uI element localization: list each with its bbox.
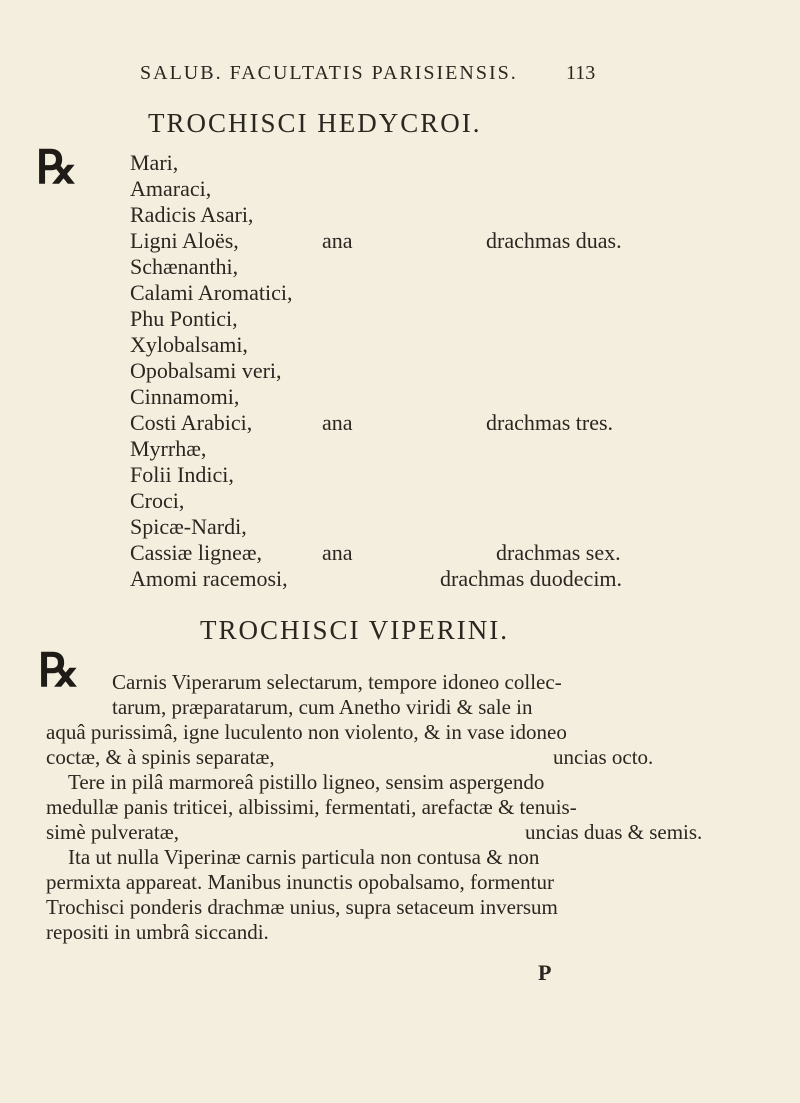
text-line: simè pulveratæ, — [46, 820, 179, 844]
section-title-viperini: TROCHISCI VIPERINI. — [200, 615, 510, 645]
ingredient: Phu Pontici, — [130, 306, 238, 331]
text-line: repositi in umbrâ siccandi. — [46, 920, 269, 944]
text-line: Tere in pilâ marmoreâ pistillo ligneo, sensim aspergendo — [68, 770, 545, 794]
dose: drachmas duas. — [486, 228, 622, 253]
text-line: Carnis Viperarum selectarum, tempore idoneo collec- — [112, 670, 562, 694]
running-title: SALUB. FACULTATIS PARISIENSIS. — [140, 62, 518, 84]
ingredient: Schænanthi, — [130, 254, 239, 279]
dose: drachmas duodecim. — [440, 566, 623, 591]
ana-marker: ana — [322, 228, 353, 253]
text-line: Ita ut nulla Viperinæ carnis particula non contusa & non — [68, 845, 540, 869]
text-line: tarum, præparatarum, cum Anetho viridi & sale in — [112, 695, 533, 719]
ingredient: Opobalsami veri, — [130, 358, 282, 383]
text-line: permixta appareat. Manibus inunctis opobalsamo, formentur — [46, 870, 554, 894]
ana-marker: ana — [322, 540, 353, 565]
recipe-symbol: ℞ — [36, 140, 78, 194]
dose: drachmas tres. — [486, 410, 614, 435]
ingredient: Xylobalsami, — [130, 332, 248, 357]
dose: drachmas sex. — [496, 540, 621, 565]
ingredient: Amaraci, — [130, 176, 212, 201]
recipe-symbol: ℞ — [38, 643, 80, 697]
ingredient: Costi Arabici, — [130, 410, 253, 435]
ingredient: Myrrhæ, — [130, 436, 207, 461]
ingredient: Calami Aromatici, — [130, 280, 293, 305]
ingredient: Radicis Asari, — [130, 202, 254, 227]
page-number: 113 — [566, 62, 596, 84]
text-line: Trochisci ponderis drachmæ unius, supra setaceum inversum — [46, 895, 558, 919]
signature-mark: P — [538, 960, 552, 985]
section-title-hedycroi: TROCHISCI HEDYCROI. — [148, 108, 482, 138]
ingredient: Mari, — [130, 150, 179, 175]
ingredient: Folii Indici, — [130, 462, 234, 487]
ingredient: Cinnamomi, — [130, 384, 240, 409]
ana-marker: ana — [322, 410, 353, 435]
text-line: medullæ panis triticei, albissimi, fermentati, arefactæ & tenuis- — [46, 795, 577, 819]
ingredient: Cassiæ ligneæ, — [130, 540, 263, 565]
ingredient: Spicæ-Nardi, — [130, 514, 247, 539]
ingredient: Amomi racemosi, — [130, 566, 288, 591]
dose: uncias octo. — [553, 745, 654, 769]
ingredient: Croci, — [130, 488, 185, 513]
ingredient: Ligni Aloës, — [130, 228, 239, 253]
text-line: coctæ, & à spinis separatæ, — [46, 745, 275, 769]
dose: uncias duas & semis. — [525, 820, 703, 844]
text-line: aquâ purissimâ, igne luculento non violento, & in vase idoneo — [46, 720, 567, 744]
